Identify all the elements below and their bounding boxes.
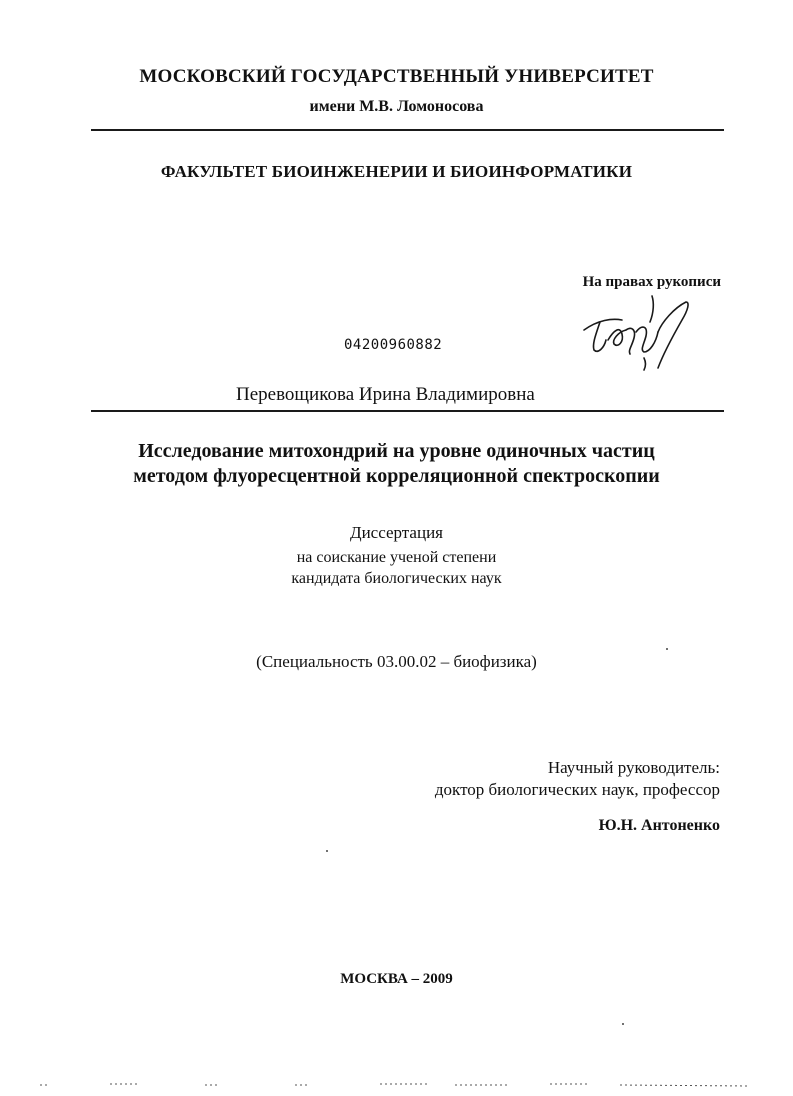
author-divider [91, 410, 724, 412]
scan-speck [326, 850, 328, 852]
supervisor-label: Научный руководитель: [547, 758, 720, 777]
university-name: МОСКОВСКИЙ ГОСУДАРСТВЕННЫЙ УНИВЕРСИТЕТ [139, 66, 654, 87]
dissertation-title-line-1: Исследование митохондрий на уровне одиночных частиц [138, 440, 655, 462]
author-name: Перевощикова Ирина Владимировна [236, 384, 535, 405]
faculty-name: ФАКУЛЬТЕТ БИОИНЖЕНЕРИИ И БИОИНФОРМАТИКИ [160, 162, 633, 181]
supervisor-name: Ю.Н. Антоненко [598, 817, 720, 834]
signature-image [578, 290, 698, 372]
university-named-after: имени М.В. Ломоносова [309, 98, 484, 115]
document-type: Диссертация [349, 523, 443, 542]
header-divider [91, 129, 724, 131]
dissertation-title-line-2: методом флуоресцентной корреляционной спектроскопии [133, 465, 660, 487]
degree-line-1: на соискание ученой степени [296, 549, 497, 566]
manuscript-note: На правах рукописи [582, 274, 721, 290]
scan-speck [622, 1023, 624, 1025]
scan-speck [666, 648, 668, 650]
specialty: (Специальность 03.00.02 – биофизика) [256, 652, 537, 671]
supervisor-degree: доктор биологических наук, профессор [434, 780, 720, 799]
city-year: МОСКВА – 2009 [340, 971, 453, 987]
archive-number: 04200960882 [344, 337, 443, 353]
degree-line-2: кандидата биологических наук [291, 570, 502, 587]
scan-edge-noise [30, 1081, 770, 1089]
